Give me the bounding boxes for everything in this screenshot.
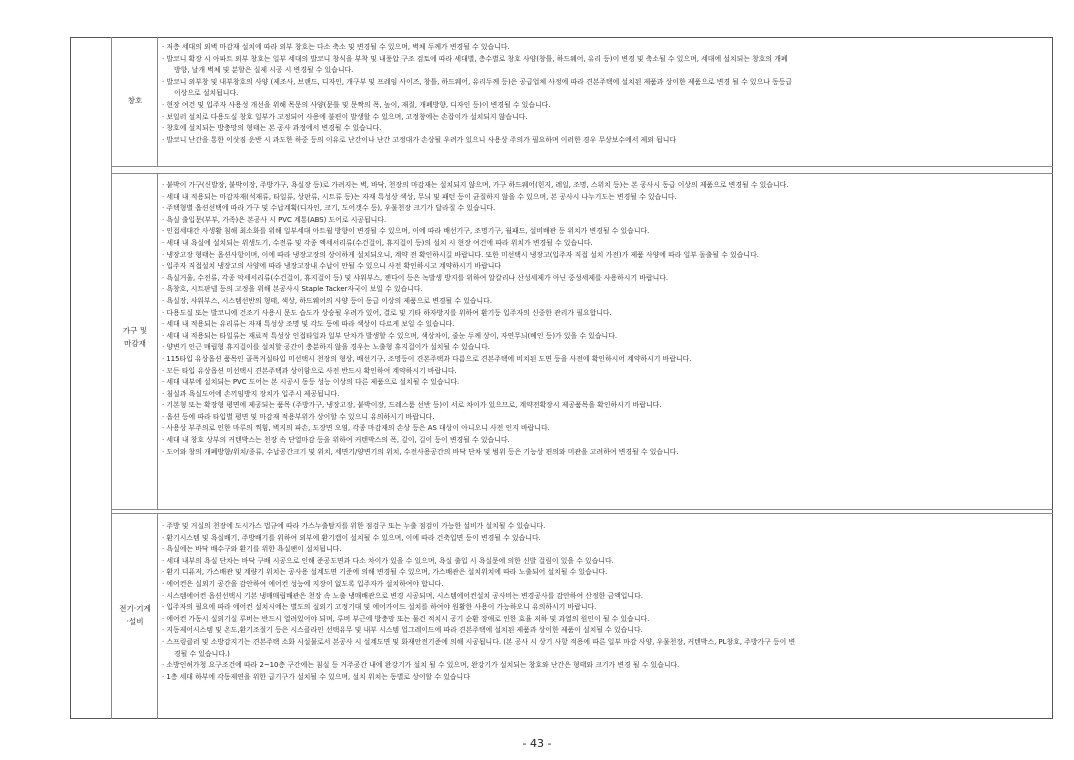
item-list-furniture-finishes bbox=[162, 180, 1048, 458]
list-item: · 침실과 욕실도어에 손끼임방지 장치가 입주시 제공됩니다. bbox=[162, 389, 340, 398]
list-item: · 욕실에는 바닥 배수구와 환기를 위한 욕실팬이 설치됩니다. bbox=[162, 545, 342, 554]
list-item: · 발코니 난간을 통한 이삿짐 운반 시 과도한 하중 등의 이유로 난간이나 난간 고정대가 손상될 우려가 있으니 사용상 주의가 필요하며 이러한 경우 무상보수에서 제외 됩니다 bbox=[162, 135, 677, 144]
category-line: ·설비 bbox=[126, 616, 144, 626]
list-item: · 옵션 등에 따라 타입별 평면 및 마감재 적용부위가 상이할 수 있으니 유의하시기 바랍니다. bbox=[162, 412, 435, 421]
list-item: · 욕실장, 샤워부스, 시스템선반의 형태, 색상, 하드웨어의 사양 등이 동급 이상의 제품으로 변경될 수 있습니다. bbox=[162, 296, 493, 305]
list-item: · 욕실 출입문(부부, 가족)은 본공사 시 PVC 계통(ABS) 도어로 시공됩니다. bbox=[162, 215, 387, 224]
list-item-continuation: 이상으로 설치됩니다. bbox=[174, 89, 239, 98]
list-item: · 주방 및 거실의 천장에 도시가스 법규에 따라 가스누출탐지를 위한 점검구 또는 누출 점검이 가능한 설비가 설치될 수 있습니다. bbox=[162, 522, 546, 530]
list-item: · 입주자의 필요에 따라 에어컨 설치시에는 별도의 실외기 고정기대 및 에어가이드 설치를 하여야 원활한 사용이 가능하오니 유의하시기 바랍니다. bbox=[162, 603, 597, 612]
category-line: 가구 및 bbox=[122, 326, 148, 335]
list-item: · 소방인허가청 요구조건에 따라 2~10층 구간에는 침실 등 거주공간 내에 완강기가 설치 될 수 있으며, 완강기가 설치되는 창호와 난간은 형태와 크기가 변경 될 수 있습니다. bbox=[162, 661, 680, 670]
outer-left-column bbox=[70, 37, 112, 719]
list-item: · 인접세대간 사생활 침해 최소화를 위해 일부세대 아트월 방향이 변경될 수 있으며, 이에 따라 배선기구, 조명기구, 월패드, 설비배관 등 위치가 변경될 수 있습니다. bbox=[162, 227, 650, 236]
list-item: · 주택형별 옵션선택에 따라 가구 및 수납계획(디자인, 크기, 도어갯수 등), 우물천장 크기가 달라질 수 있습니다. bbox=[162, 204, 496, 213]
list-item: · 저층 세대의 외벽 마감재 설치에 따라 외부 창호는 다소 축소 및 변경될 수 있으며, 벽체 두께가 변경될 수 있습니다. bbox=[162, 43, 510, 51]
list-item-continuation: 방향, 날개 벽체 및 분할은 실제 시공 시 변경될 수 있습니다. bbox=[174, 66, 354, 75]
row-divider-top-1 bbox=[112, 166, 1053, 167]
list-item: · 환기 디퓨저, 가스배관 및 계량기 위치는 공사용 설계도면 기준에 의해 변경될 수 있으며, 가스배관은 설치위치에 따라 노출되어 설치될 수 있습니다. bbox=[162, 568, 608, 577]
category-label-furniture-finishes bbox=[112, 325, 158, 350]
list-item: · 욕창호, 시트판넬 등의 고정을 위해 본공사시 Staple Tacker자국이 보일 수 있습니다. bbox=[162, 285, 423, 294]
list-item: · 붙박이 가구(신발장, 붙박이장, 주방가구, 욕실장 등)로 가려지는 벽, 바닥, 천장의 마감재는 설치되지 않으며, 가구 하드웨어(힌지, 레일, 조명, 스위치 등)는 본 공사시 동급 이상의 제품으로 변경될 수 있습니다. bbox=[162, 181, 789, 189]
list-item: · 욕실거울, 수전류, 각종 악세서리류(수건걸이, 휴지걸이 등) 및 샤워부스, 젠다이 등은 녹발생 방지를 위하여 알칼리나 산성세제가 아닌 중성세제를 사용하시기 바랍니다. bbox=[162, 273, 669, 282]
list-item: · 세대 내부의 욕실 단차는 바닥 구배 시공으로 인해 준공도면과 다소 차이가 있을 수 있으며, 욕실 출입 시 욕실문에 의한 신발 걸림이 있을 수 있습니다. bbox=[162, 556, 614, 565]
list-item: · 냉장고장 형태는 옵션사항이며, 이에 따라 냉장고장의 상이하게 설치되오니, 계약 전 확인하시길 바랍니다. 또한 미선택시 냉장고(입주자 직접 설치 가전)가 제품 사양에 따라 일부 돌출될 수 있습니다. bbox=[162, 250, 759, 259]
list-item: · 115타입 유상옵션 품목인 골폭거실타입 미선택시 천장의 형상, 배선기구, 조명등이 견본주택과 다름으로 견본주택에 비치된 도면 등을 사전에 확인하시어 계약하시기 바랍니다. bbox=[162, 354, 692, 363]
row-divider-bottom-2 bbox=[112, 513, 1053, 514]
page-number: - 43 - bbox=[522, 737, 552, 750]
item-list-electrical-mechanical bbox=[162, 521, 1048, 683]
list-item: · 세대 내 적용되는 마감자재(석재류, 타일류, 상판류, 시트류 등)는 자재 특성상 색상, 무늬 및 패턴 등이 균질하지 않을 수 있으며, 본 공사시 나누기도는 변경될 수 있습니다. bbox=[162, 192, 677, 201]
list-item: · 보일러 설치로 다용도실 창호 일부가 고정되어 사용에 불편이 발생할 수 있으며, 고정창에는 손잡이가 설치되지 않습니다. bbox=[162, 112, 528, 121]
list-item: · 1층 세대 하부에 각동제연을 위한 급기구가 설치될 수 있으며, 설치 위치는 동별로 상이할 수 있습니다 bbox=[162, 672, 470, 681]
list-item: · 스프링클러 및 소방감지기는 견본주택 소화 시설물로서 본공사 시 설계도면 및 화재안전기준에 의해 시공됩니다. (본 공사 시 상기 사항 적용에 따른 일부 마감 사양, 우물천장, 커텐박스, PL창호, 주방가구 등이 변 bbox=[162, 637, 796, 646]
list-item: · 시스템에어컨 옵션선택시 기본 냉매매립배관은 천장 속 노출 냉매배관으로 변경 시공되며, 시스템에어컨설치 공사비는 변경공사를 감안하여 산정한 금액입니다. bbox=[162, 591, 643, 600]
category-label-windows bbox=[112, 95, 158, 108]
list-item: · 발코니 확장 시 아파트 외부 창호는 일부 세대의 발코니 창식을 부착 및 내풍압 구조 검토에 따라 세대별, 층수별로 창호 사양(창틀, 하드웨어, 유리 등)이 변경 및 축소될 수 있으며, 세대에 설치되는 창호의 개폐 bbox=[162, 54, 788, 63]
list-item: · 세대 내 적용되는 유리류는 자재 특성상 조명 및 각도 등에 따라 색상이 다르게 보일 수 있습니다. bbox=[162, 320, 455, 329]
list-item: · 세대 내부에 설치되는 PVC 도어는 본 시공시 동등 성능 이상의 다른 제품으로 설치될 수 있습니다. bbox=[162, 378, 460, 387]
list-item: · 기본형 또는 확장형 평면에 제공되는 품목 (주방가구, 냉장고장, 붙박이장, 드레스룸 선반 등)이 서로 차이가 있으므로, 계약전확장시 제공품목을 확인하시기 바랍니다. bbox=[162, 401, 662, 410]
row-divider-top-2 bbox=[112, 509, 1053, 510]
list-item: · 모든 타입 유상옵션 미선택시 견본주택과 상이함으로 사전 반드시 확인하여 계약하시기 바랍니다. bbox=[162, 366, 457, 375]
row-divider-bottom-1 bbox=[112, 173, 1053, 174]
list-item: · 입주자 직접설치 냉장고의 사양에 따라 냉장고장내 수납이 안될 수 있으니 사전 확인하시고 계약하시기 바랍니다 bbox=[162, 262, 502, 271]
list-item: · 지동제어시스템 및 온도,환기조절기 등은 시스클라인 선택유무 및 내부 시스템 업그레이드에 따라 견본주택에 설치된 제품과 상이한 제품이 설치될 수 있습니다. bbox=[162, 626, 643, 635]
list-item: · 현장 여건 및 입주자 사용성 개선을 위해 목문의 사양(문틀 및 문짝의 폭, 높이, 재질, 개폐방향, 디자인 등)이 변경될 수 있습니다. bbox=[162, 100, 551, 109]
list-item: · 도어와 창의 개폐방향/위치/종류, 수납공간크기 및 위치, 세면기/양변기의 위치, 수전사용공간의 바닥 단차 및 범위 등은 기능상 편의와 미관을 고려하여 변경될 수 있습니다. bbox=[162, 447, 679, 456]
category-label-electrical-mechanical bbox=[112, 603, 158, 628]
list-item: · 에어컨 가동시 실외기실 루버는 반드시 열려있어야 되며, 루버 부근에 방충망 또는 물건 적치시 공기 순환 장애로 인한 효율 저하 및 과열의 원인이 될 수 있습니다. bbox=[162, 614, 650, 623]
category-line: 전기·기계 bbox=[119, 604, 151, 613]
list-item: · 에어컨은 실외기 공간을 감안하여 에어컨 성능에 지장이 없도록 입주자가 설치하여야 합니다. bbox=[162, 579, 444, 588]
category-line: 마감재 bbox=[123, 338, 146, 348]
list-item: · 세대 내 적용되는 타일류는 재료적 특성상 인접타일과 일부 단차가 발생할 수 있으며, 색상차이, 줄눈 두께 상이, 자연무늬(베인 등)가 있을 수 있습니다. bbox=[162, 331, 618, 340]
list-item: · 세대 내 욕실에 설치되는 위생도기, 수전류 및 각종 액세서리류(수건걸이, 휴지걸이 등)의 설치 시 현장 여건에 따라 위치가 변경될 수 있습니다. bbox=[162, 238, 593, 247]
list-item: · 환기시스템 및 욕실배기, 주방배기를 위하여 외부에 환기캡이 설치될 수 있으며, 이에 따라 건축입면 등이 변경될 수 있습니다. bbox=[162, 533, 541, 542]
list-item: · 창호에 설치되는 방충망의 형태는 본 공사 과정에서 변경될 수 있습니다. bbox=[162, 124, 382, 133]
list-item: · 사용상 부주의로 인한 마루의 찍힘, 벽지의 파손, 도장면 오염, 각종 마감재의 손상 등은 AS 대상이 아니오니 사전 인지 바랍니다. bbox=[162, 424, 550, 433]
item-list-windows bbox=[162, 42, 1048, 146]
list-item: · 양변기 인근 매립형 휴지걸이를 설치할 공간이 충분하지 않을 경우는 노출형 휴지걸이가 설치될 수 있습니다. bbox=[162, 343, 490, 352]
category-line: 창호 bbox=[127, 96, 143, 105]
list-item-continuation: 경될 수 있습니다.) bbox=[174, 649, 230, 658]
list-item: · 발코니 외부창 및 내부창호의 사양 (제조사, 브랜드, 디자인, 개구부 및 프레임 사이즈, 창틀, 하드웨어, 유리두께 등)은 공급업체 사정에 따라 견본주택에 설치된 제품과 상이한 제품으로 변경 될 수 있으나 동등급 bbox=[162, 77, 793, 86]
list-item: · 세대 내 창호 상부의 커텐박스는 천장 속 단열마감 등을 위하여 커텐박스의 폭, 깊이, 길이 등이 변경될 수 있습니다. bbox=[162, 436, 510, 445]
list-item: · 다용도실 또는 발코니에 건조기 사용시 문도 습도가 상승될 우려가 있어, 결로 및 기타 하자방지를 위하여 환기등 입주자의 신중한 관리가 필요합니다. bbox=[162, 308, 612, 317]
